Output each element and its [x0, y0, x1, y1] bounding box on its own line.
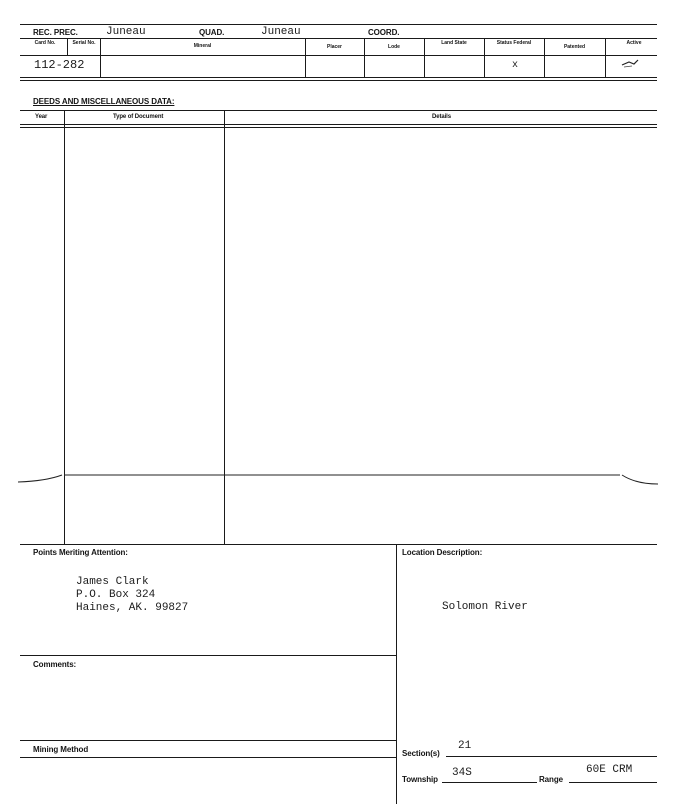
col-status-federal: Status Federal — [496, 40, 532, 46]
rec-prec-label: REC. PREC. — [33, 28, 78, 37]
col-active: Active — [626, 40, 642, 46]
deeds-col-details: Details — [432, 114, 451, 120]
top-rule — [20, 24, 657, 25]
federal-mark: x — [512, 60, 519, 71]
points-bottom-rule — [20, 655, 396, 656]
col-serial-no: Serial No. — [72, 40, 96, 46]
col-divider — [544, 38, 545, 77]
card-number: 112-282 — [34, 58, 85, 72]
location-label: Location Description: — [402, 548, 483, 557]
header-row-rule — [20, 38, 657, 39]
col-divider — [364, 38, 365, 77]
deeds-header-rule — [20, 124, 657, 125]
coord-label: COORD. — [368, 28, 400, 37]
col-divider — [305, 38, 306, 77]
deeds-top-rule — [20, 110, 657, 111]
header-bottom-rule — [20, 80, 657, 81]
column-header-rule — [20, 55, 657, 56]
deeds-col-year: Year — [35, 114, 48, 120]
comments-bottom-rule — [20, 740, 396, 741]
col-divider — [424, 38, 425, 77]
fold-mark — [16, 466, 661, 497]
col-divider — [605, 38, 606, 77]
deeds-col-type: Type of Document — [113, 114, 164, 120]
range-label: Range — [539, 775, 563, 784]
mining-bottom-rule — [20, 757, 396, 758]
col-divider — [484, 38, 485, 77]
sections-line — [446, 756, 657, 757]
mining-method-label: Mining Method — [33, 745, 89, 754]
township-label: Township — [402, 775, 438, 784]
comments-label: Comments: — [33, 660, 77, 669]
col-lode: Lode — [388, 44, 400, 50]
card-row-bottom-rule — [20, 77, 657, 78]
col-divider — [67, 38, 68, 55]
deeds-title: DEEDS AND MISCELLANEOUS DATA: — [33, 97, 175, 106]
col-card-no: Card No. — [34, 40, 56, 46]
points-line-2: P.O. Box 324 — [76, 589, 156, 601]
active-scribble — [620, 56, 640, 74]
range-line — [569, 782, 657, 783]
township-value: 34S — [452, 767, 472, 779]
points-label: Points Meriting Attention: — [33, 548, 128, 557]
col-land-state: Land State — [441, 40, 467, 46]
points-line-1: James Clark — [76, 576, 149, 588]
range-value: 60E CRM — [586, 764, 633, 776]
points-line-3: Haines, AK. 99827 — [76, 602, 189, 614]
lower-divider — [396, 544, 397, 804]
rec-prec-value: Juneau — [106, 26, 146, 38]
col-patented: Patented — [563, 44, 586, 50]
sections-value: 21 — [458, 740, 472, 752]
location-value: Solomon River — [442, 601, 528, 613]
deeds-bottom-rule — [20, 544, 657, 545]
col-placer: Placer — [326, 44, 342, 50]
quad-label: QUAD. — [199, 28, 225, 37]
township-line — [442, 782, 537, 783]
deeds-header-rule-2 — [20, 127, 657, 128]
sections-label: Section(s) — [402, 749, 440, 758]
col-mineral: Mineral — [193, 43, 212, 49]
quad-value: Juneau — [261, 26, 301, 38]
